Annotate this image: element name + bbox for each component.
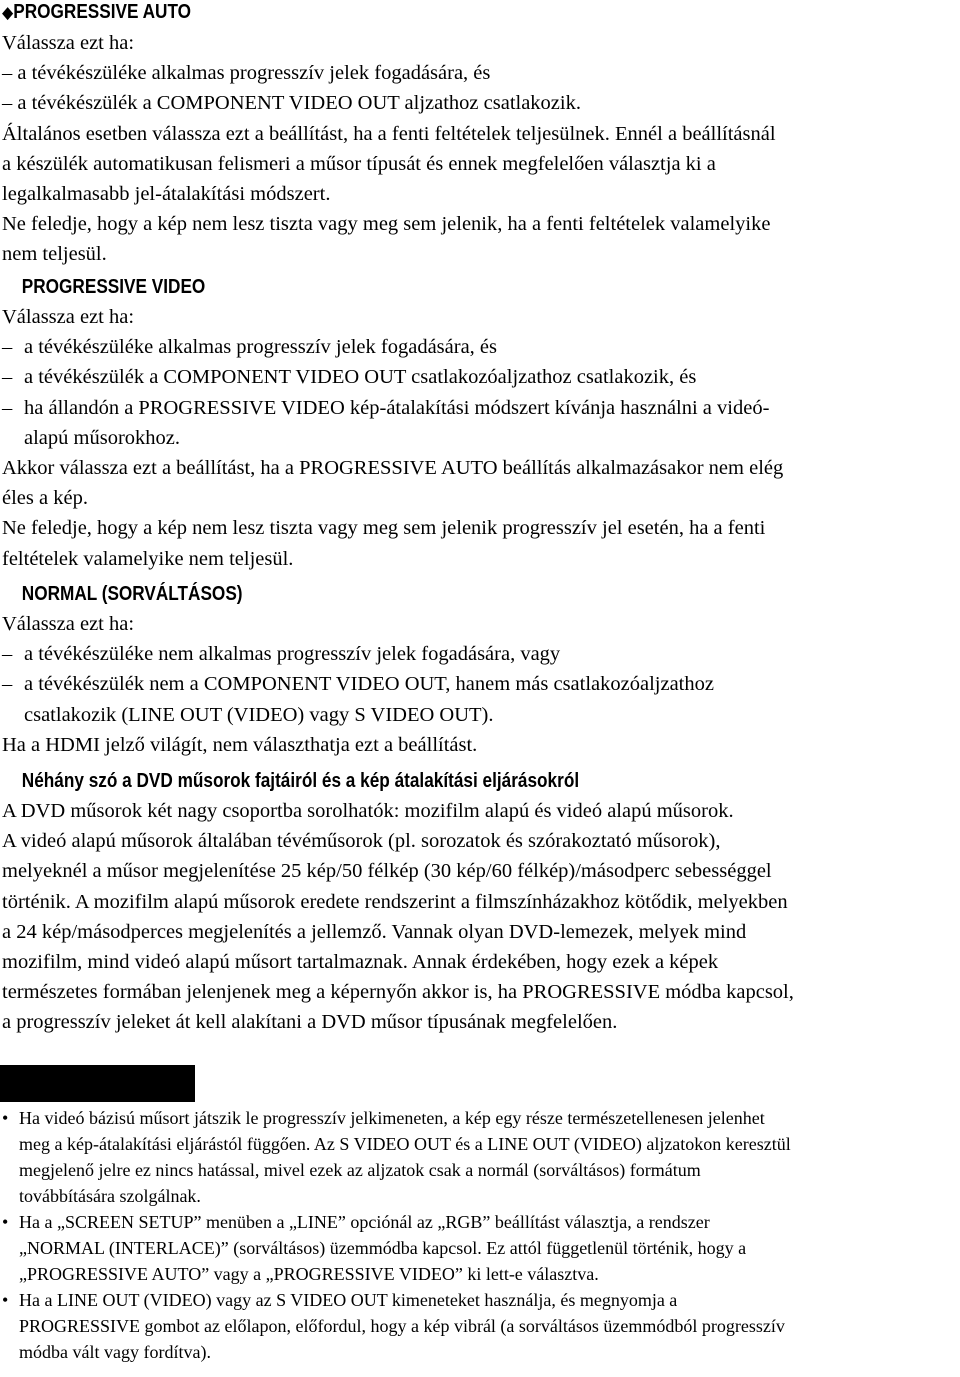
section-normal	[2, 579, 960, 760]
diamond-bullet-icon: ◆	[2, 3, 14, 22]
paragraph-line: Akkor válassza ezt a beállítást, ha a PROGRESSIVE AUTO beállítás alkalmazásakor nem elég	[2, 457, 784, 480]
paragraph-line: feltételek valamelyike nem teljesül.	[2, 547, 294, 570]
choose-label: Válassza ezt ha:	[2, 32, 135, 54]
dash-item: – a tévékészülék a COMPONENT VIDEO OUT csatlakozóaljzathoz csatlakozik, és	[2, 366, 697, 389]
paragraph-line: Ne feledje, hogy a kép nem lesz tiszta vagy meg sem jelenik, ha a fenti feltételek valamelyike	[2, 213, 771, 236]
paragraph-line: melyeknél a műsor megjelenítése 25 kép/50 félkép (30 kép/60 félkép)/másodperc sebességgel	[2, 860, 772, 883]
choose-label: Válassza ezt ha:	[2, 613, 135, 635]
heading-progressive-auto: ◆PROGRESSIVE AUTO	[2, 1, 192, 23]
dash-item-continuation: csatlakozik (LINE OUT (VIDEO) vagy S VIDEO OUT).	[24, 703, 494, 726]
dash-item: – a tévékészüléke alkalmas progresszív jelek fogadására, és	[2, 62, 491, 85]
dash-item: – a tévékészülék nem a COMPONENT VIDEO OUT, hanem más csatlakozóaljzathoz	[2, 673, 714, 696]
paragraph-line: Általános esetben válassza ezt a beállítást, ha a fenti feltételek teljesülnek. Ennél a beállításnál	[2, 122, 776, 145]
paragraph-line: nem teljesül.	[2, 243, 107, 266]
dash-item: – a tévékészüléke alkalmas progresszív jelek fogadására, és	[2, 336, 497, 359]
note-item: • Ha a „SCREEN SETUP” menüben a „LINE” opciónál az „RGB” beállítást választja, a rendszer „NORMAL (INTERLACE)” (sorváltásos) üzemmódba kapcsol. Ez attól függetlenül történik, hogy a „PROGRESSIVE AUTO” vagy a „PROGRESSIVE VIDEO” ki lett-e választva.	[2, 1209, 960, 1287]
section-dvd-types	[2, 766, 960, 1038]
note-item: • Ha videó bázisú műsort játszik le progresszív jelkimeneten, a kép egy része természetellenesen jelenhet meg a kép-átalakítási eljárástól függően. Az S VIDEO OUT és a LINE OUT (VIDEO) aljzatokon keresztül megjelenő jelre ez nincs hatással, mivel ezek az aljzatok csak a normál (sorváltásos) formátum továbbítására szolgálnak.	[2, 1105, 960, 1209]
notes-list	[2, 1105, 960, 1365]
dash-item: – a tévékészülék a COMPONENT VIDEO OUT aljzathoz csatlakozik.	[2, 92, 581, 115]
heading-dvd-types: Néhány szó a DVD műsorok fajtáiról és a kép átalakítási eljárásokról	[21, 770, 580, 792]
paragraph-line: A videó alapú műsorok általában tévéműsorok (pl. sorozatok és szórakoztató műsorok),	[2, 830, 721, 853]
paragraph-line: Ha a HDMI jelző világít, nem választhatja ezt a beállítást.	[2, 733, 478, 756]
section-progressive-video	[2, 272, 960, 574]
paragraph-line: természetes formában jelenjenek meg a képernyőn akkor is, ha PROGRESSIVE módba kapcsol,	[2, 981, 794, 1004]
dash-item-continuation: alapú műsorokhoz.	[24, 426, 180, 449]
paragraph-line: a 24 kép/másodperces megjelenítés a jellemző. Vannak olyan DVD-lemezek, melyek mind	[2, 920, 747, 943]
heading-normal: NORMAL (SORVÁLTÁSOS)	[21, 583, 243, 605]
choose-label: Válassza ezt ha:	[2, 306, 135, 328]
bullet-icon: •	[2, 1108, 9, 1128]
paragraph-line: legalkalmasabb jel-átalakítási módszert.	[2, 183, 331, 206]
paragraph-line: a progresszív jeleket át kell alakítani a DVD műsor típusának megfelelően.	[2, 1011, 618, 1034]
black-label-box	[0, 1065, 195, 1102]
dash-item: – a tévékészüléke nem alkalmas progresszív jelek fogadására, vagy	[2, 643, 561, 666]
section-progressive-auto	[2, 0, 960, 270]
dash-item: – ha állandón a PROGRESSIVE VIDEO kép-átalakítási módszert kívánja használni a videó-	[2, 396, 770, 419]
bullet-icon: •	[2, 1212, 9, 1232]
paragraph-line: történik. A mozifilm alapú műsorok eredete rendszerint a filmszínházakhoz kötődik, melyekben	[2, 890, 788, 913]
paragraph-line: a készülék automatikusan felismeri a műsor típusát és ennek megfelelően választja ki a	[2, 152, 716, 175]
paragraph-line: Ne feledje, hogy a kép nem lesz tiszta vagy meg sem jelenik progresszív jel esetén, ha a fenti	[2, 517, 766, 540]
paragraph-line: A DVD műsorok két nagy csoportba sorolhatók: mozifilm alapú és videó alapú műsorok.	[2, 800, 734, 822]
paragraph-line: éles a kép.	[2, 487, 88, 510]
note-item: • Ha a LINE OUT (VIDEO) vagy az S VIDEO OUT kimeneteket használja, és megnyomja a PROGRESSIVE gombot az előlapon, előfordul, hogy a kép vibrál (a sorváltásos üzemmódból progresszív módba vált vagy fordítva).	[2, 1287, 960, 1365]
heading-progressive-video: PROGRESSIVE VIDEO	[21, 276, 206, 298]
bullet-icon: •	[2, 1290, 9, 1310]
paragraph-line: mozifilm, mind videó alapú műsort tartalmaznak. Annak érdekében, hogy ezek a képek	[2, 951, 719, 974]
